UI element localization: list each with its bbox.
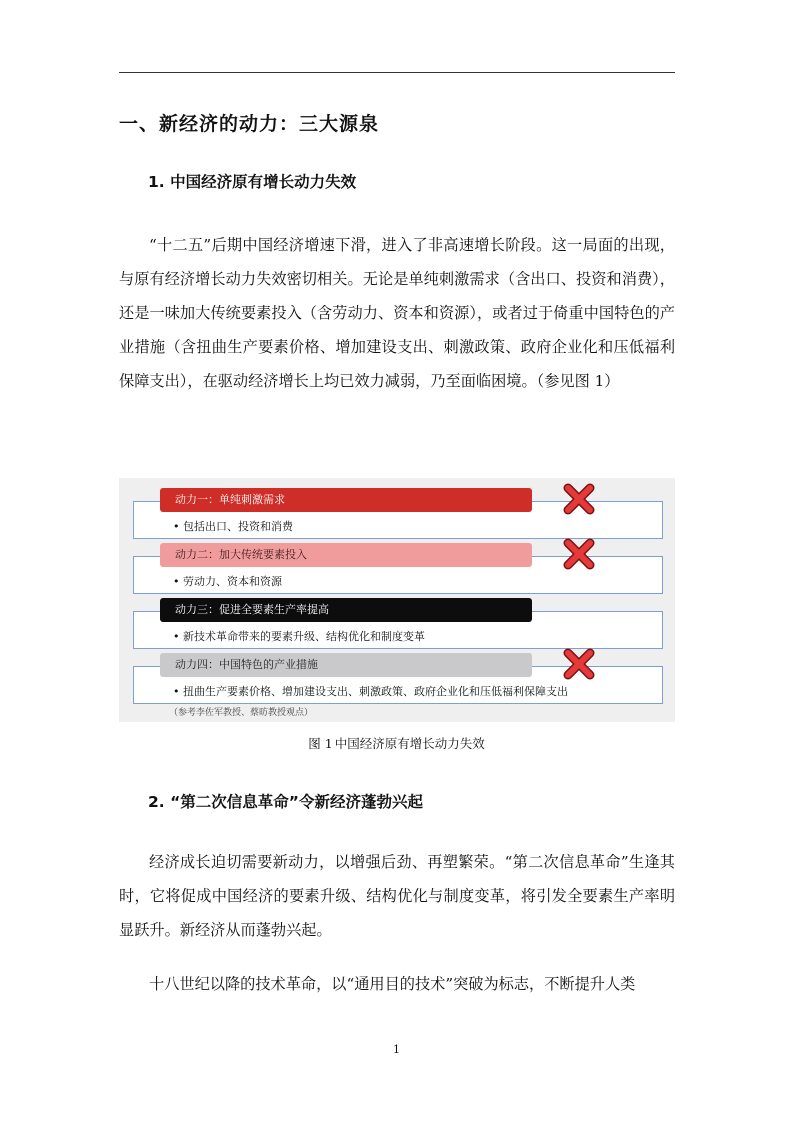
subsection-1-title: 1. 中国经济原有增长动力失效	[148, 173, 357, 191]
section-title: 一、新经济的动力：三大源泉	[119, 113, 380, 135]
red-cross-icon	[562, 482, 596, 516]
figure-row-header: 动力四：中国特色的产业措施	[160, 653, 532, 677]
figure-row-detail: • 新技术革命带来的要素升级、结构优化和制度变革	[173, 630, 425, 643]
figure-note: （参考李佐军教授、蔡昉教授观点）	[169, 708, 314, 718]
figure-row-header: 动力一：单纯刺激需求	[160, 488, 532, 512]
subsection-1-paragraph: “十二五”后期中国经济增速下滑，进入了非高速增长阶段。这一局面的出现，与原有经济增长动力失效密切相关。无论是单纯刺激需求（含出口、投资和消费），还是一味加大传统要素投入（含劳动力、资本和资源），或者过于倚重中国特色的产业措施（含扭曲生产要素价格、增加建设支出、刺激政策、政府企业化和压低福利保障支出），在驱动经济增长上均已效力减弱，乃至面临困境。（参见图 1）	[119, 236, 675, 390]
figure-1	[119, 478, 675, 722]
subsection-2-paragraph-1: 经济成长迫切需要新动力，以增强后劲、再塑繁荣。“第二次信息革命”生逢其时，它将促成中国经济的要素升级、结构优化与制度变革，将引发全要素生产率明显跃升。新经济从而蓬勃兴起。	[119, 853, 675, 939]
figure-row-header: 动力三：促进全要素生产率提高	[160, 598, 532, 622]
figure-row-header: 动力二：加大传统要素投入	[160, 543, 532, 567]
page-number: 1	[393, 1043, 400, 1056]
figure-row-detail: • 包括出口、投资和消费	[173, 520, 293, 533]
figure-caption-label: 图 1	[308, 736, 333, 751]
subsection-2-paragraph-2: 十八世纪以降的技术革命，以“通用目的技术”突破为标志，不断提升人类	[149, 975, 636, 993]
red-cross-icon	[562, 537, 596, 571]
figure-caption	[0, 734, 793, 752]
figure-caption-text: 中国经济原有增长动力失效	[334, 736, 485, 751]
subsection-2-title: 2. “第二次信息革命”令新经济蓬勃兴起	[148, 793, 423, 811]
figure-row-detail: • 劳动力、资本和资源	[173, 575, 282, 588]
figure-row-detail: • 扭曲生产要素价格、增加建设支出、刺激政策、政府企业化和压低福利保障支出	[173, 685, 568, 698]
header-rule	[119, 72, 675, 73]
red-cross-icon	[562, 647, 596, 681]
